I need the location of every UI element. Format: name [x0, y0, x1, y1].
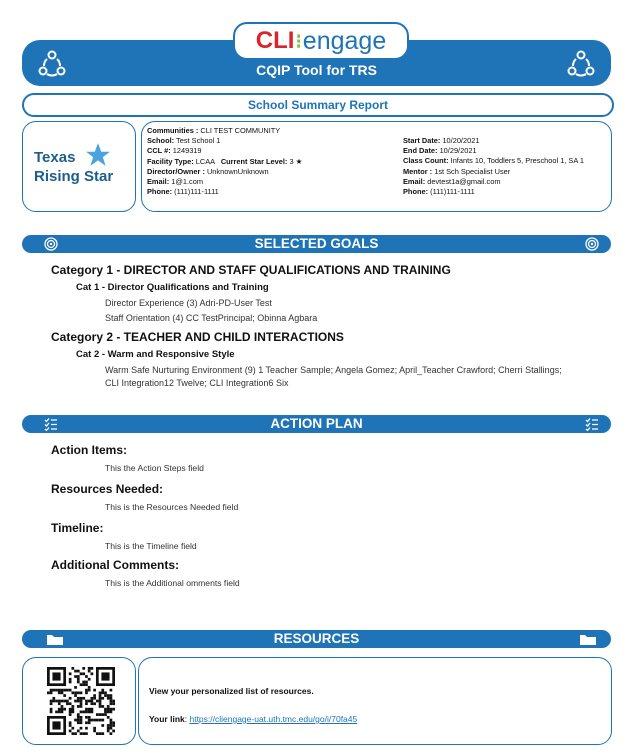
resources-header: [22, 630, 611, 648]
school-info-right: [403, 136, 584, 197]
action-plan-title: ACTION PLAN: [270, 416, 363, 431]
action-plan-header: [22, 415, 611, 433]
info-row: Email: 1@1.com: [147, 177, 203, 187]
category-1-heading: Category 1 - DIRECTOR AND STAFF QUALIFICATIONS AND TRAINING: [51, 263, 451, 277]
school-info-left: [147, 126, 302, 197]
info-row: Mentor : 1st Sch Specialist User: [403, 166, 511, 176]
info-row: Facility Type: LCAA Current Star Level: 3 ★: [147, 156, 303, 166]
goal-item: Warm Safe Nurturing Environment (9) 1 Teacher Sample; Angela Gomez; April_Teacher Crawford; Cherri Stallings;: [105, 365, 562, 375]
info-row: CCL #: 1249319: [147, 146, 202, 156]
logo-cli-text: CLI: [255, 27, 295, 54]
trs-logo-line2: Rising Star: [34, 168, 114, 185]
selected-goals-title: SELECTED GOALS: [254, 236, 379, 251]
info-row: Start Date: 10/20/2021: [403, 136, 480, 145]
category-2-heading: Category 2 - TEACHER AND CHILD INTERACTIONS: [51, 330, 344, 344]
qr-code-panel: [22, 657, 136, 745]
timeline-label: Timeline:: [51, 521, 104, 535]
resources-title: RESOURCES: [273, 631, 360, 646]
info-row: Phone: (111)111-1111: [147, 187, 219, 197]
folder-icon: [579, 632, 597, 646]
resources-link[interactable]: https://cliengage-uat.uth.tmc.edu/go/i/70fa45: [189, 714, 358, 724]
goal-item: Staff Orientation (4) CC TestPrincipal; Obinna Agbara: [105, 313, 318, 323]
resources-link-label: Your link: [149, 714, 185, 724]
resources-needed-value: This is the Resources Needed field: [105, 502, 239, 512]
resources-panel: [138, 657, 612, 745]
star-icon: [85, 142, 111, 168]
info-row: Class Count: Infants 10, Toddlers 5, Preschool 1, SA 1: [403, 156, 585, 166]
additional-comments-label: Additional Comments:: [51, 558, 179, 572]
category-2-subheading: Cat 2 - Warm and Responsive Style: [76, 349, 235, 360]
trs-logo-line1: Texas: [34, 149, 76, 166]
action-items-label: Action Items:: [51, 443, 128, 457]
info-row: Communities : CLI TEST COMMUNITY: [147, 126, 281, 135]
goal-item-continued: CLI Integration12 Twelve; CLI Integration6 Six: [105, 378, 289, 388]
share-icon-right: [566, 49, 596, 79]
info-row: End Date: 10/29/2021: [403, 146, 477, 156]
cli-engage-logo: [233, 22, 409, 60]
texas-rising-star-logo: [22, 121, 136, 212]
target-icon: [585, 237, 599, 251]
selected-goals-header: [22, 235, 611, 253]
report-subtitle: School Summary Report: [22, 93, 614, 117]
logo-engage-text: engage: [302, 26, 387, 55]
action-items-value: This the Action Steps field: [105, 463, 204, 473]
additional-comments-value: This is the Additional omments field: [105, 578, 240, 588]
resources-link-row: Your link: https://cliengage-uat.uth.tmc.edu/go/i/70fa45: [149, 714, 358, 724]
logo-dots-icon: ⁝: [295, 30, 302, 53]
school-info-panel: [141, 121, 612, 212]
page-title: CQIP Tool for TRS: [256, 62, 377, 78]
checklist-icon: [585, 417, 599, 431]
category-1-subheading: Cat 1 - Director Qualifications and Training: [76, 282, 269, 293]
info-row: Director/Owner : UnknownUnknown: [147, 166, 269, 176]
timeline-value: This is the Timeline field: [105, 541, 197, 551]
qr-code-icon[interactable]: [47, 667, 115, 735]
resources-intro: View your personalized list of resources.: [149, 686, 314, 696]
resources-needed-label: Resources Needed:: [51, 482, 164, 496]
goal-item: Director Experience (3) Adri-PD-User Test: [105, 298, 272, 308]
info-row: Phone: (111)111-1111: [403, 187, 475, 197]
info-row: Email: devtest1a@gmail.com: [403, 176, 501, 186]
info-row: School: Test School 1: [147, 136, 221, 146]
